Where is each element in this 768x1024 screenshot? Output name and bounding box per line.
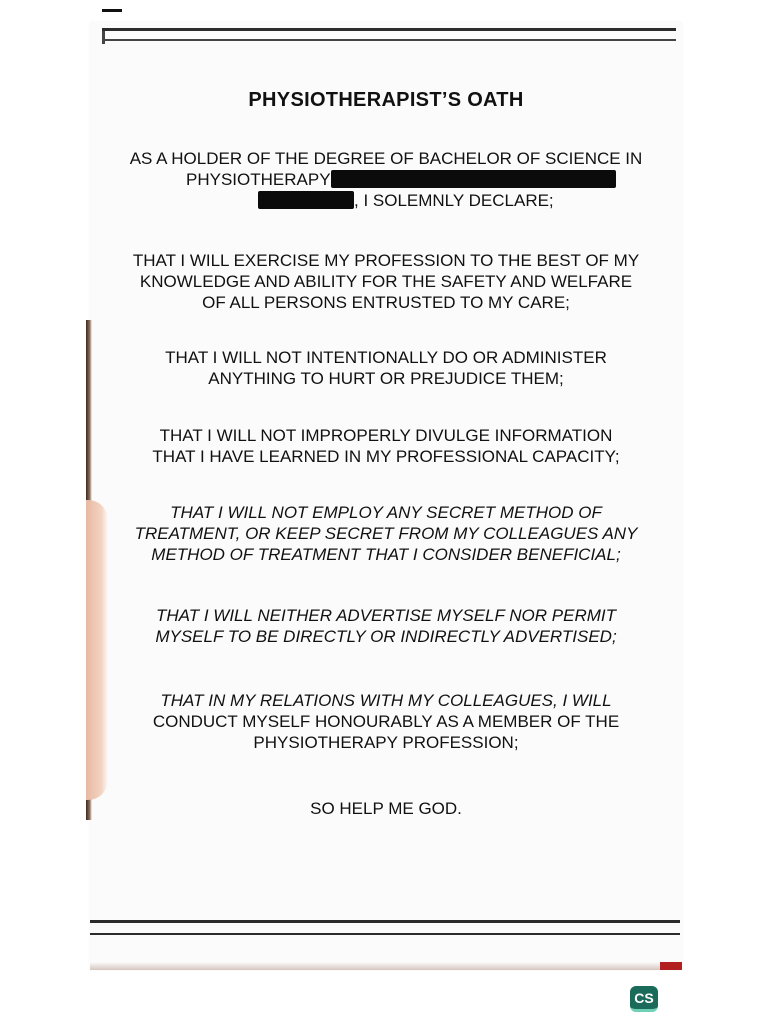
clause-line: MYSELF TO BE DIRECTLY OR INDIRECTLY ADVERTISED; — [155, 627, 617, 646]
clause-line: THAT I WILL NOT INTENTIONALLY DO OR ADMINISTER — [165, 348, 607, 367]
top-double-rule — [102, 28, 676, 41]
declaration-line-3 — [90, 190, 682, 211]
top-mark — [102, 9, 122, 12]
declaration-line-2 — [90, 169, 682, 190]
page-title: PHYSIOTHERAPIST’S OATH — [248, 89, 524, 111]
clause-line: THAT I WILL NOT EMPLOY ANY SECRET METHOD OF — [170, 503, 602, 522]
clause-line: OF ALL PERSONS ENTRUSTED TO MY CARE; — [202, 293, 570, 312]
clause-line: ANYTHING TO HURT OR PREJUDICE THEM; — [208, 369, 564, 388]
declaration-paragraph — [90, 148, 682, 211]
bottom-red-edge — [660, 962, 682, 970]
oath-clause — [90, 690, 682, 753]
declaration-line-1: AS A HOLDER OF THE DEGREE OF BACHELOR OF SCIENCE IN — [129, 149, 643, 168]
clause-line: PHYSIOTHERAPY PROFESSION; — [253, 733, 519, 752]
redaction-bar — [258, 191, 354, 209]
bottom-double-rule — [90, 920, 680, 935]
page-bottom-shadow — [90, 962, 682, 970]
clause-line: CONDUCT MYSELF HONOURABLY AS A MEMBER OF THE — [152, 712, 620, 731]
redaction-bar — [331, 170, 616, 188]
oath-clause — [90, 425, 682, 467]
clause-line: THAT I WILL EXERCISE MY PROFESSION TO THE BEST OF MY — [132, 251, 640, 270]
declaration-line-2-text: PHYSIOTHERAPY — [186, 170, 331, 189]
clause-line: TREATMENT, OR KEEP SECRET FROM MY COLLEAGUES ANY — [134, 524, 638, 543]
oath-clause — [90, 347, 682, 389]
closing-line: SO HELP ME GOD. — [310, 799, 462, 818]
oath-clause — [90, 502, 682, 565]
camscanner-logo-icon: CS — [630, 986, 658, 1012]
oath-clause — [90, 605, 682, 647]
clause-line: METHOD OF TREATMENT THAT I CONSIDER BENEFICIAL; — [151, 545, 621, 564]
clause-line: THAT I WILL NOT IMPROPERLY DIVULGE INFORMATION — [159, 426, 613, 445]
clause-line: KNOWLEDGE AND ABILITY FOR THE SAFETY AND WELFARE — [139, 272, 633, 291]
clause-line: THAT IN MY RELATIONS WITH MY COLLEAGUES, I WILL — [160, 691, 612, 710]
declaration-line-3-text: , I SOLEMNLY DECLARE; — [354, 191, 554, 210]
clause-line: THAT I HAVE LEARNED IN MY PROFESSIONAL CAPACITY; — [152, 447, 620, 466]
oath-clause — [90, 250, 682, 313]
clause-line: THAT I WILL NEITHER ADVERTISE MYSELF NOR PERMIT — [155, 606, 617, 625]
